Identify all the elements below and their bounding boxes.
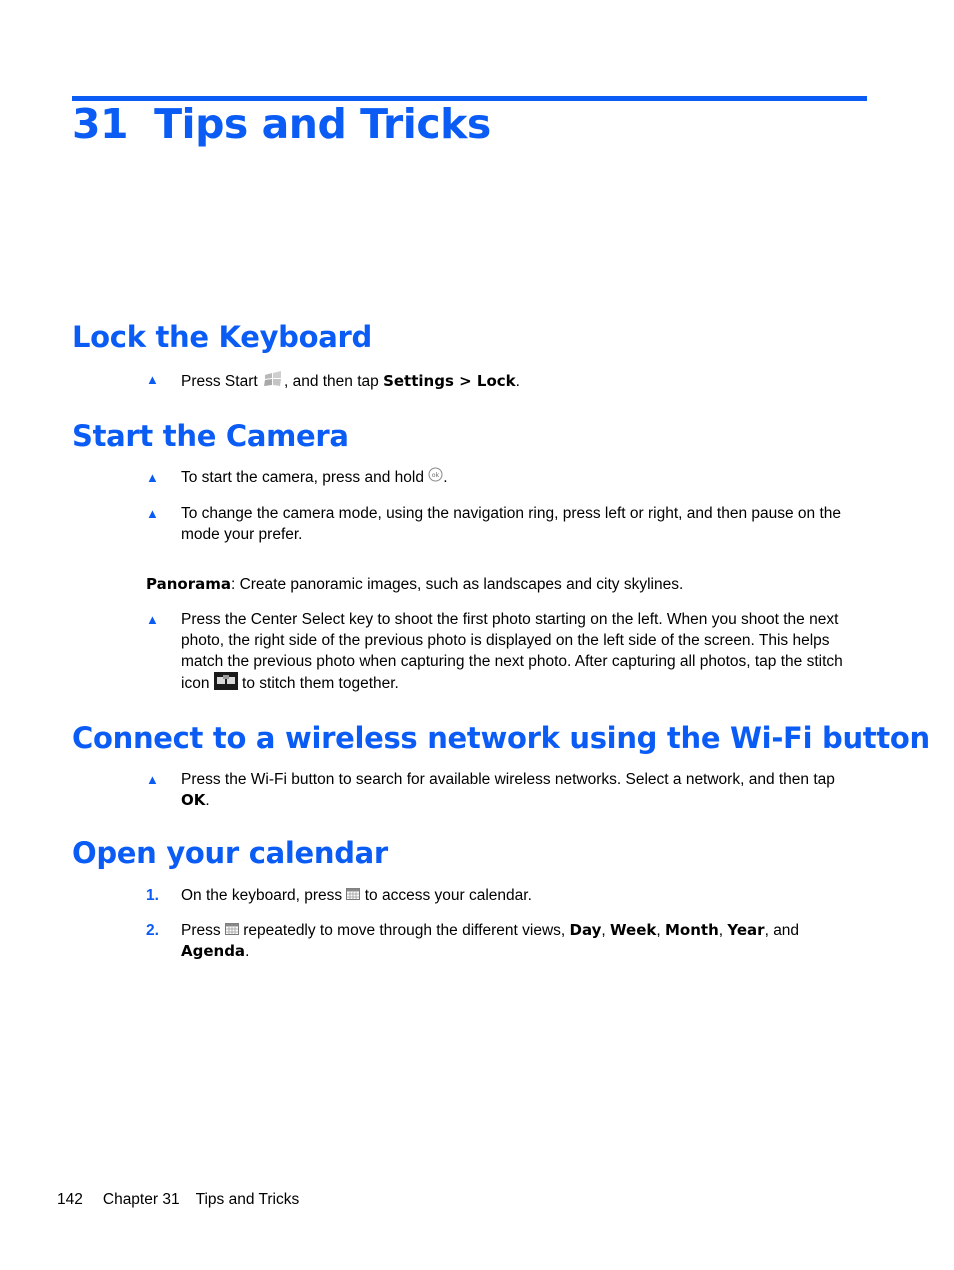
- windows-start-icon: [262, 369, 284, 395]
- heading-wifi: Connect to a wireless network using the Wi-Fi button: [72, 721, 930, 755]
- svg-text:ok: ok: [432, 472, 440, 480]
- chapter-title-text: Tips and Tricks: [154, 100, 491, 148]
- footer-chapter-label: Chapter 31: [102, 1191, 180, 1208]
- triangle-bullet-icon: ▲: [146, 372, 159, 387]
- list-item: 1. On the keyboard, press to access your calendar.: [146, 885, 861, 906]
- triangle-bullet-icon: ▲: [146, 612, 159, 627]
- heading-lock-keyboard: Lock the Keyboard: [72, 320, 372, 354]
- chapter-number: 31: [72, 100, 129, 148]
- panorama-paragraph: Panorama: Create panoramic images, such as landscapes and city skylines.: [146, 575, 684, 593]
- ok-button-icon: [428, 467, 443, 488]
- footer-chapter-title: Tips and Tricks: [195, 1191, 300, 1208]
- step-number: 1.: [146, 887, 159, 904]
- heading-calendar: Open your calendar: [72, 836, 388, 870]
- heading-start-camera: Start the Camera: [72, 419, 349, 453]
- step-number: 2.: [146, 922, 159, 939]
- list-item: ▲ Press the Center Select key to shoot the first photo starting on the left. When you shoot the next photo, the right side of the previous photo is displayed on the left side of the screen. This helps match the previous photo when capturing the next photo. After capturing all photos, tap the stitch icon to stitch them together.: [146, 609, 861, 696]
- page-footer: [57, 1191, 315, 1209]
- calendar-key-icon: [346, 885, 360, 906]
- list-item: 2. Press repeatedly to move through the different views, Day, Week, Month, Year, and Agenda.: [146, 921, 800, 961]
- list-item: ▲ To start the camera, press and hold ok .: [146, 467, 861, 488]
- calendar-key-icon: [225, 920, 239, 941]
- triangle-bullet-icon: ▲: [146, 772, 159, 787]
- triangle-bullet-icon: ▲: [146, 506, 159, 521]
- page-number: 142: [57, 1191, 83, 1208]
- triangle-bullet-icon: ▲: [146, 470, 159, 485]
- stitch-icon: [214, 672, 238, 696]
- list-item: ▲ Press Start , and then tap Settings > Lock.: [146, 369, 861, 395]
- list-item: ▲ To change the camera mode, using the navigation ring, press left or right, and then pause on the mode your prefer.: [146, 505, 842, 543]
- chapter-title: [72, 100, 491, 148]
- list-item: ▲ Press the Wi-Fi button to search for available wireless networks. Select a network, and then tap OK.: [146, 771, 835, 809]
